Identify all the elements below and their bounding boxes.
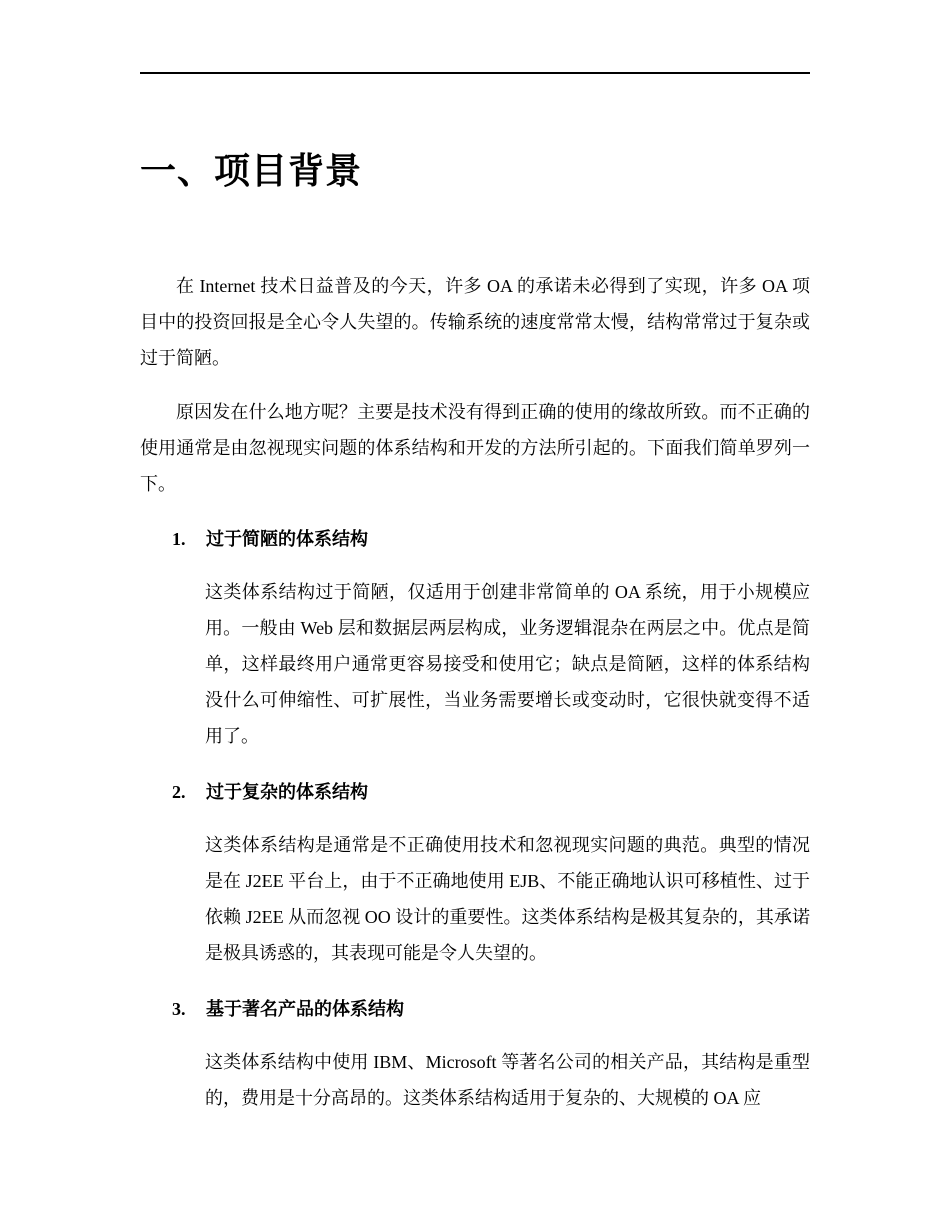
list-item-body-2: 这类体系结构是通常是不正确使用技术和忽视现实问题的典范。典型的情况是在 J2EE 平台上，由于不正确地使用 EJB、不能正确地认识可移植性、过于依赖 J2EE 从而忽视 OO 设计的重要性。这类体系结构是极其复杂的，其承诺是极具诱惑的，其表现可能是令人失望的。 bbox=[205, 835, 810, 963]
list-heading-text: 过于简陋的体系结构 bbox=[206, 529, 368, 549]
paragraph-1: 在 Internet 技术日益普及的今天，许多 OA 的承诺未必得到了实现，许多 OA 项目中的投资回报是全心令人失望的。传输系统的速度常常太慢，结构常常过于复杂或过于简陋。 bbox=[140, 276, 810, 368]
list-item-heading-1 bbox=[172, 527, 368, 551]
list-number: 2. bbox=[172, 782, 186, 802]
paragraph-2: 原因发在什么地方呢？主要是技术没有得到正确的使用的缘故所致。而不正确的使用通常是由忽视现实问题的体系结构和开发的方法所引起的。下面我们简单罗列一下。 bbox=[140, 402, 810, 494]
list-item-body-3: 这类体系结构中使用 IBM、Microsoft 等著名公司的相关产品，其结构是重型的，费用是十分高昂的。这类体系结构适用于复杂的、大规模的 OA 应 bbox=[205, 1052, 810, 1108]
header-rule bbox=[140, 72, 810, 74]
list-item-body-1: 这类体系结构过于简陋，仅适用于创建非常简单的 OA 系统，用于小规模应用。一般由 Web 层和数据层两层构成，业务逻辑混杂在两层之中。优点是简单，这样最终用户通常更容易接受和使用它；缺点是简陋，这样的体系结构没什么可伸缩性、可扩展性，当业务需要增长或变动时，它很快就变得不适用了。 bbox=[205, 582, 810, 746]
section-title: 一、项目背景 bbox=[140, 151, 363, 191]
list-number: 1. bbox=[172, 529, 186, 549]
list-number: 3. bbox=[172, 999, 186, 1019]
list-heading-text: 过于复杂的体系结构 bbox=[206, 782, 368, 802]
list-item-heading-3 bbox=[172, 997, 404, 1021]
list-item-heading-2 bbox=[172, 780, 368, 804]
list-heading-text: 基于著名产品的体系结构 bbox=[206, 999, 404, 1019]
